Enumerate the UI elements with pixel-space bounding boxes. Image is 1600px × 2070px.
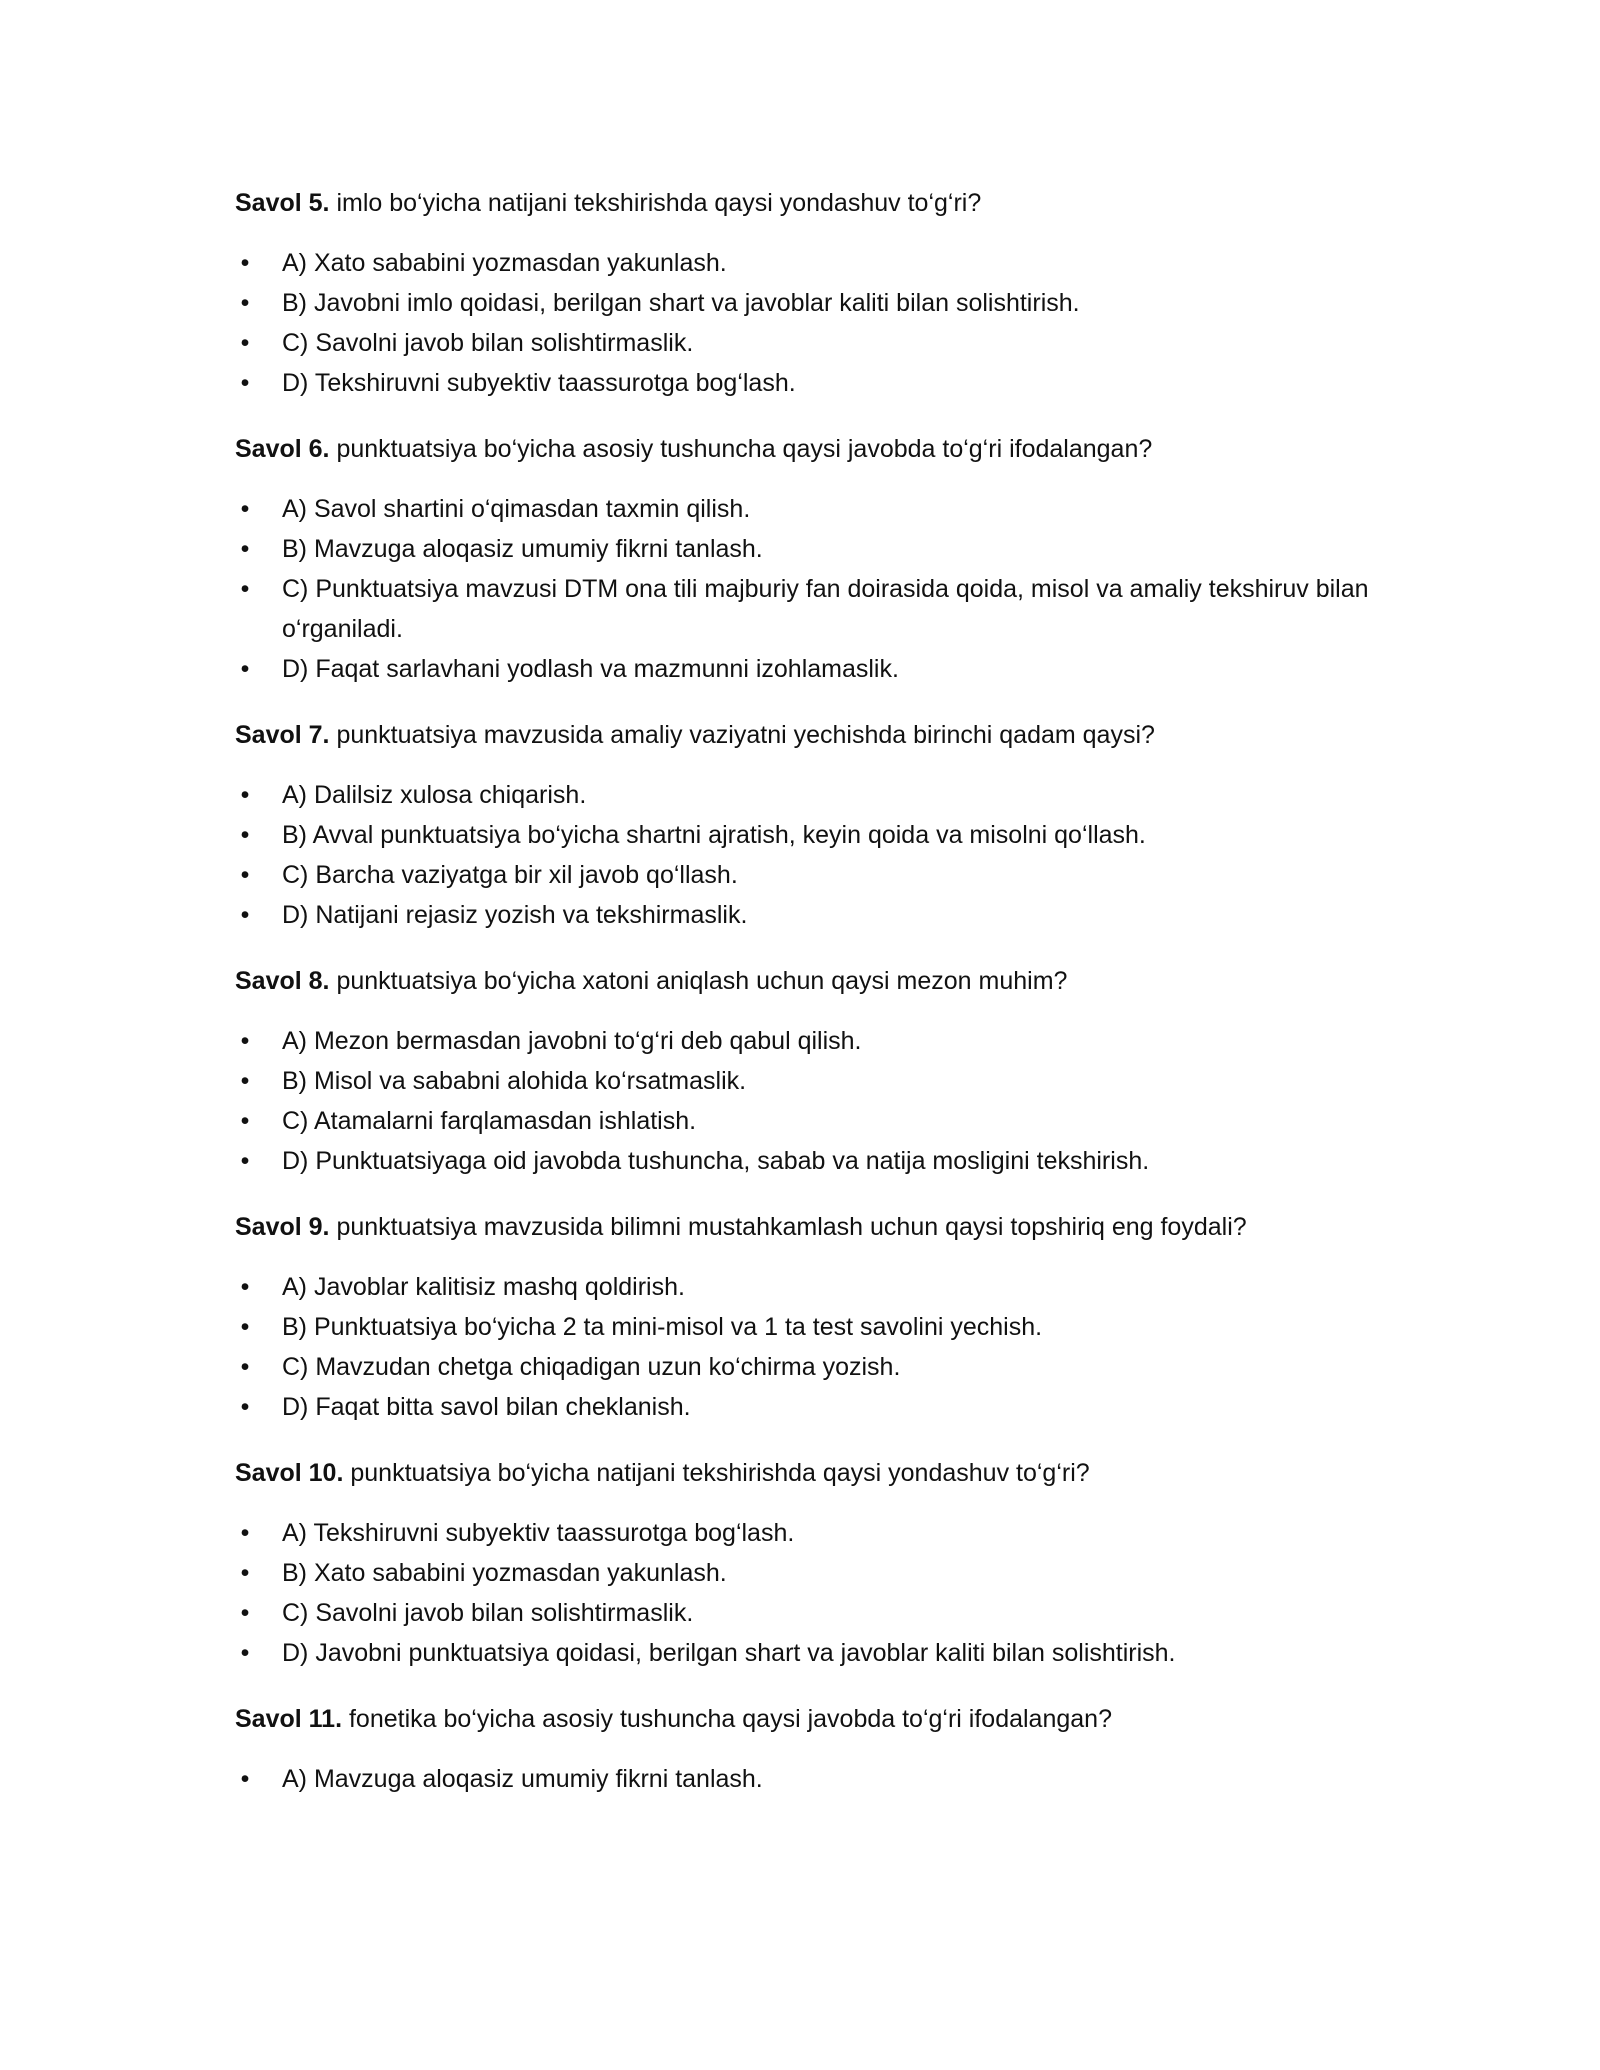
option-c	[235, 1347, 1385, 1387]
question-10	[235, 1453, 1385, 1673]
bullet-icon: •	[240, 249, 250, 277]
option-text: A) Xato sababini yozmasdan yakunlash.	[282, 249, 727, 277]
bullet-icon: •	[240, 655, 250, 683]
option-text: A) Javoblar kalitisiz mashq qoldirish.	[282, 1273, 685, 1301]
bullet-icon: •	[240, 1273, 250, 1301]
option-text: B) Punktuatsiya bo‘yicha 2 ta mini-misol va 1 ta test savolini yechish.	[282, 1313, 1043, 1341]
question-number: Savol 5.	[235, 189, 330, 217]
bullet-icon: •	[240, 1067, 250, 1095]
bullet-icon: •	[240, 575, 250, 603]
bullet-icon: •	[240, 1559, 250, 1587]
bullet-icon: •	[240, 1147, 250, 1175]
bullet-icon: •	[240, 1639, 250, 1667]
question-text: fonetika bo‘yicha asosiy tushuncha qaysi javobda to‘g‘ri ifodalangan?	[342, 1705, 1112, 1733]
bullet-icon: •	[240, 1313, 250, 1341]
question-text: imlo bo‘yicha natijani tekshirishda qaysi yondashuv to‘g‘ri?	[329, 189, 982, 217]
bullet-icon: •	[240, 1519, 250, 1547]
question-heading	[235, 183, 1385, 223]
question-7	[235, 715, 1385, 935]
question-6	[235, 429, 1385, 689]
question-heading	[235, 1207, 1385, 1247]
option-list	[235, 1021, 1385, 1181]
option-a	[235, 1267, 1385, 1307]
question-number: Savol 8.	[235, 967, 330, 995]
question-text: punktuatsiya mavzusida bilimni mustahkamlash uchun qaysi topshiriq eng foydali?	[329, 1213, 1247, 1241]
bullet-icon: •	[240, 1599, 250, 1627]
option-b	[235, 815, 1385, 855]
option-text: C) Punktuatsiya mavzusi DTM ona tili majburiy fan doirasida qoida, misol va amaliy tekshiruv bilan o‘rganiladi.	[282, 575, 1369, 643]
option-text: C) Savolni javob bilan solishtirmaslik.	[282, 329, 694, 357]
option-list	[235, 243, 1385, 403]
question-heading	[235, 1699, 1385, 1739]
option-a	[235, 243, 1385, 283]
option-text: B) Mavzuga aloqasiz umumiy fikrni tanlash.	[282, 535, 763, 563]
bullet-icon: •	[240, 535, 250, 563]
option-list	[235, 489, 1385, 689]
option-a	[235, 775, 1385, 815]
option-b	[235, 283, 1385, 323]
question-number: Savol 10.	[235, 1459, 344, 1487]
option-text: A) Mavzuga aloqasiz umumiy fikrni tanlash.	[282, 1765, 763, 1793]
option-c	[235, 323, 1385, 363]
question-number: Savol 6.	[235, 435, 330, 463]
option-c	[235, 855, 1385, 895]
document-page	[235, 183, 1385, 1825]
question-number: Savol 9.	[235, 1213, 330, 1241]
option-b	[235, 1307, 1385, 1347]
bullet-icon: •	[240, 821, 250, 849]
option-a	[235, 1759, 1385, 1799]
bullet-icon: •	[240, 329, 250, 357]
option-text: A) Tekshiruvni subyektiv taassurotga bog‘lash.	[282, 1519, 795, 1547]
bullet-icon: •	[240, 1027, 250, 1055]
question-text: punktuatsiya mavzusida amaliy vaziyatni yechishda birinchi qadam qaysi?	[329, 721, 1155, 749]
question-number: Savol 11.	[235, 1705, 343, 1733]
option-list	[235, 1513, 1385, 1673]
option-text: C) Savolni javob bilan solishtirmaslik.	[282, 1599, 694, 1627]
option-list	[235, 1267, 1385, 1427]
option-text: A) Dalilsiz xulosa chiqarish.	[282, 781, 587, 809]
bullet-icon: •	[240, 1107, 250, 1135]
option-c	[235, 569, 1385, 649]
question-5	[235, 183, 1385, 403]
option-text: D) Javobni punktuatsiya qoidasi, berilgan shart va javoblar kaliti bilan solishtirish.	[282, 1639, 1176, 1667]
question-heading	[235, 429, 1385, 469]
option-a	[235, 489, 1385, 529]
option-c	[235, 1593, 1385, 1633]
option-text: B) Javobni imlo qoidasi, berilgan shart va javoblar kaliti bilan solishtirish.	[282, 289, 1080, 317]
question-text: punktuatsiya bo‘yicha xatoni aniqlash uchun qaysi mezon muhim?	[329, 967, 1068, 995]
bullet-icon: •	[240, 369, 250, 397]
option-text: C) Mavzudan chetga chiqadigan uzun ko‘chirma yozish.	[282, 1353, 901, 1381]
option-d	[235, 649, 1385, 689]
option-d	[235, 363, 1385, 403]
option-text: C) Barcha vaziyatga bir xil javob qo‘llash.	[282, 861, 738, 889]
option-text: B) Xato sababini yozmasdan yakunlash.	[282, 1559, 727, 1587]
option-text: A) Savol shartini o‘qimasdan taxmin qilish.	[282, 495, 751, 523]
option-a	[235, 1513, 1385, 1553]
bullet-icon: •	[240, 781, 250, 809]
bullet-icon: •	[240, 1393, 250, 1421]
bullet-icon: •	[240, 1765, 250, 1793]
option-list	[235, 1759, 1385, 1799]
bullet-icon: •	[240, 495, 250, 523]
option-d	[235, 1633, 1385, 1673]
question-heading	[235, 1453, 1385, 1493]
question-11	[235, 1699, 1385, 1799]
bullet-icon: •	[240, 901, 250, 929]
option-d	[235, 1387, 1385, 1427]
option-text: D) Punktuatsiyaga oid javobda tushuncha, sabab va natija mosligini tekshirish.	[282, 1147, 1150, 1175]
option-text: A) Mezon bermasdan javobni to‘g‘ri deb qabul qilish.	[282, 1027, 862, 1055]
option-text: D) Faqat sarlavhani yodlash va mazmunni izohlamaslik.	[282, 655, 899, 683]
option-b	[235, 529, 1385, 569]
option-b	[235, 1553, 1385, 1593]
question-8	[235, 961, 1385, 1181]
option-c	[235, 1101, 1385, 1141]
option-a	[235, 1021, 1385, 1061]
option-text: D) Natijani rejasiz yozish va tekshirmaslik.	[282, 901, 748, 929]
option-text: B) Avval punktuatsiya bo‘yicha shartni ajratish, keyin qoida va misolni qo‘llash.	[282, 821, 1146, 849]
option-text: D) Faqat bitta savol bilan cheklanish.	[282, 1393, 691, 1421]
option-b	[235, 1061, 1385, 1101]
option-text: C) Atamalarni farqlamasdan ishlatish.	[282, 1107, 697, 1135]
question-9	[235, 1207, 1385, 1427]
question-text: punktuatsiya bo‘yicha natijani tekshirishda qaysi yondashuv to‘g‘ri?	[343, 1459, 1090, 1487]
question-number: Savol 7.	[235, 721, 330, 749]
option-text: B) Misol va sababni alohida ko‘rsatmaslik.	[282, 1067, 747, 1095]
option-text: D) Tekshiruvni subyektiv taassurotga bog‘lash.	[282, 369, 796, 397]
bullet-icon: •	[240, 289, 250, 317]
question-heading	[235, 715, 1385, 755]
question-heading	[235, 961, 1385, 1001]
bullet-icon: •	[240, 1353, 250, 1381]
option-d	[235, 1141, 1385, 1181]
option-d	[235, 895, 1385, 935]
question-text: punktuatsiya bo‘yicha asosiy tushuncha qaysi javobda to‘g‘ri ifodalangan?	[329, 435, 1153, 463]
option-list	[235, 775, 1385, 935]
bullet-icon: •	[240, 861, 250, 889]
